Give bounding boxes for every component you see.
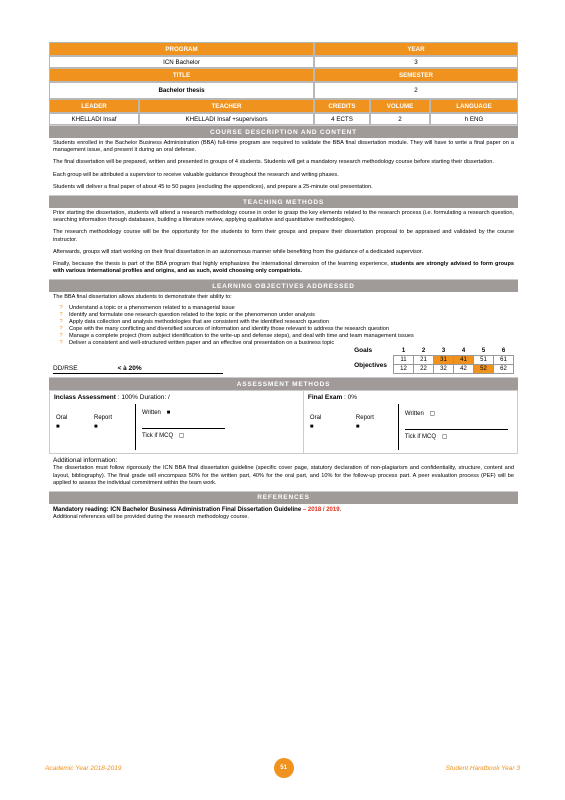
- course-description-paragraph: The final dissertation will be prepared, written and presented in groups of 4 students. Students will get a mandatory research methodology course before starting their dissertation.: [53, 159, 494, 166]
- mandatory-reading-year: – 2018 / 2019.: [302, 506, 342, 513]
- semester-label: SEMESTER: [314, 68, 518, 82]
- learning-objectives-body: [49, 292, 518, 346]
- objective-cell: 11: [394, 356, 414, 365]
- objective-bullet: [53, 312, 514, 319]
- program-value: ICN Bachelor: [49, 56, 314, 68]
- final-written: [398, 404, 508, 450]
- report-checkbox: ■: [355, 424, 360, 431]
- goals-label: Goals: [354, 346, 373, 354]
- year-label: YEAR: [314, 42, 518, 56]
- oral-label: Oral: [56, 415, 68, 422]
- inclass-written: [135, 404, 225, 450]
- objective-cell-selected: 52: [474, 365, 494, 374]
- bullet-icon: ?: [59, 339, 63, 346]
- learning-objectives-intro: The BBA final dissertation allows students to demonstrate their ability to:: [53, 294, 232, 301]
- additional-references: Additional references will be provided during the research methodology course.: [53, 514, 249, 521]
- objective-text: Understand a topic or a phenomenon related to a managerial issue: [69, 304, 235, 311]
- title-value-row: [49, 82, 518, 99]
- leader-value: KHELLADI Insaf: [49, 113, 139, 125]
- goal-cell: 1: [394, 347, 414, 356]
- footer-academic-year: Academic Year 2018-2019: [45, 764, 122, 772]
- inclass-label: Inclass Assessment: [54, 394, 116, 402]
- semester-value: 2: [314, 82, 518, 99]
- ddrse-label: DD/RSE: [53, 365, 78, 373]
- objective-bullet: [53, 333, 514, 340]
- page-number: 51: [274, 758, 294, 778]
- bullet-icon: ?: [59, 325, 63, 332]
- final-label: Final Exam: [307, 394, 343, 402]
- goals-area: [49, 347, 518, 378]
- objective-text: Apply data collection and analysis methodologies that are consistent with the identified research question: [69, 318, 329, 325]
- goal-cell: 2: [414, 347, 434, 356]
- program-header-row: [49, 42, 518, 56]
- learning-objectives-title: LEARNING OBJECTIVES ADDRESSED: [49, 279, 518, 292]
- objective-cell: 22: [414, 365, 434, 374]
- mandatory-reading-text: ICN Bachelor Business Administration Final Dissertation Guideline: [110, 506, 302, 513]
- assessment-title: ASSESSMENT METHODS: [49, 377, 518, 390]
- year-value: 3: [314, 56, 518, 68]
- objective-bullet: [53, 319, 514, 326]
- leader-label: LEADER: [49, 99, 139, 113]
- objectives-label: Objectives: [354, 361, 387, 369]
- course-description-paragraph: Students will deliver a final paper of about 45 to 50 pages (excluding the appendices), and prepare a 25-minute oral presentation.: [53, 183, 373, 190]
- course-description-paragraph: Each group will be attributed a supervisor to receive valuable guidance throughout the research and writing phases.: [53, 171, 339, 178]
- course-sheet: [49, 42, 518, 523]
- objective-cell: 51: [474, 356, 494, 365]
- written-label: Written: [404, 411, 424, 418]
- references-title: REFERENCES: [49, 491, 518, 504]
- course-description-paragraph: Students enrolled in the Bachelor Business Administration (BBA) full-time program are required to validate the BBA final dissertation module. They will have to write a final paper on a management issue, and present it during an oral defense.: [53, 140, 514, 154]
- mandatory-reading-label: Mandatory reading:: [53, 506, 109, 513]
- objective-text: Cope with the many conflicting and diversified sources of information and identify those relevant to address the research question: [69, 325, 389, 332]
- objective-bullet: [53, 305, 514, 312]
- objective-text: Deliver a consistent and well-structured written paper and an effective oral presentation on a business topic: [69, 339, 335, 346]
- teaching-methods-title: TEACHING METHODS: [49, 195, 518, 208]
- report-label: Report: [94, 415, 113, 422]
- objective-cell: 61: [494, 356, 514, 365]
- language-label: LANGUAGE: [430, 99, 518, 113]
- course-description-title: COURSE DESCRIPTION AND CONTENT: [49, 125, 518, 138]
- program-label: PROGRAM: [49, 42, 314, 56]
- page-footer: [45, 758, 520, 778]
- tick-mcq-label: Tick if MCQ: [404, 434, 437, 441]
- staff-header-row: [49, 99, 518, 113]
- footer-handbook-title: Student Handbook Year 3: [445, 764, 520, 772]
- staff-value-row: [49, 113, 518, 125]
- goals-objectives-grid: [354, 347, 514, 375]
- final-exam-assessment: [304, 391, 517, 453]
- teaching-methods-paragraph: Afterwards, groups will start working on their final dissertation in an autonomous manner while benefiting from the guidance of a dedicated supervisor.: [53, 248, 424, 255]
- objective-cell: 62: [494, 365, 514, 374]
- objective-cell-selected: 31: [434, 356, 454, 365]
- goals-row: [394, 347, 514, 356]
- oral-checkbox: ■: [56, 424, 60, 431]
- additional-information: [49, 454, 518, 491]
- bullet-icon: ?: [59, 304, 63, 311]
- inclass-oral: [56, 415, 67, 430]
- report-label: Report: [355, 415, 374, 422]
- tick-mcq-label: Tick if MCQ: [142, 433, 174, 440]
- final-value: : 0%: [344, 394, 358, 402]
- objectives-row: [394, 356, 514, 365]
- title-value: Bachelor thesis: [49, 82, 314, 99]
- teaching-methods-bold-advice: students are strongly advised to form groups with various international profiles and origins, and as such, avoid choosing only compatriots.: [53, 261, 514, 275]
- title-header-row: [49, 68, 518, 82]
- bullet-icon: ?: [59, 311, 63, 318]
- written-checkbox: ▢: [429, 411, 436, 418]
- program-value-row: [49, 56, 518, 68]
- ddrse-line: [53, 365, 223, 374]
- bullet-icon: ?: [59, 318, 63, 325]
- volume-label: VOLUME: [370, 99, 430, 113]
- course-description-body: [49, 138, 518, 195]
- report-checkbox: ■: [94, 424, 98, 431]
- teaching-methods-paragraph: Prior starting the dissertation, students will attend a research methodology course in order to grasp the key elements related to the research process (i.e. formulating a research question, searching information through databases, building a literature review, applying qualitative and quantitative methodologies).: [53, 210, 514, 224]
- objective-bullet: [53, 326, 514, 333]
- mcq-checkbox: ▢: [178, 433, 185, 440]
- teacher-value: KHELLADI Insaf +supervisors: [139, 113, 314, 125]
- oral-label: Oral: [309, 415, 322, 422]
- credits-value: 4 ECTS: [314, 113, 370, 125]
- teaching-methods-body: [49, 208, 518, 279]
- inclass-report: [94, 415, 112, 430]
- inclass-value: : 100% Duration: /: [117, 394, 170, 402]
- teaching-methods-paragraph-final: [53, 261, 514, 275]
- assessment-grid: [49, 390, 518, 454]
- goal-cell: 3: [434, 347, 454, 356]
- written-checkbox: ■: [166, 410, 171, 417]
- goal-cell: 4: [454, 347, 474, 356]
- objective-cell: 32: [434, 365, 454, 374]
- objective-text: Identify and formulate one research question related to the topic or the phenomenon under analysis: [69, 311, 315, 318]
- goal-cell: 6: [494, 347, 514, 356]
- objective-cell-selected: 41: [454, 356, 474, 365]
- goal-cell: 5: [474, 347, 494, 356]
- bullet-icon: ?: [59, 332, 63, 339]
- additional-information-title: Additional information:: [53, 457, 118, 465]
- objective-bullet: [53, 340, 514, 347]
- ddrse-value: < à 20%: [117, 365, 142, 373]
- credits-label: CREDITS: [314, 99, 370, 113]
- volume-value: 2: [370, 113, 430, 125]
- teacher-label: TEACHER: [139, 99, 314, 113]
- oral-checkbox: ■: [309, 424, 314, 431]
- final-oral: [310, 415, 321, 430]
- language-value: h ENG: [430, 113, 518, 125]
- goals-table: [393, 347, 514, 375]
- objective-cell: 12: [394, 365, 414, 374]
- objective-cell: 21: [414, 356, 434, 365]
- title-label: TITLE: [49, 68, 314, 82]
- references-body: [49, 504, 518, 523]
- mcq-checkbox: ▢: [441, 434, 448, 441]
- teaching-methods-paragraph: The research methodology course will be the opportunity for the students to form their groups and prepare their dissertation proposal to be appraised and validated by the course instructor.: [53, 229, 514, 243]
- teaching-methods-final-text: Finally, because the thesis is part of the BBA program that highly emphasizes the international dimension of the learning experience,: [53, 261, 389, 268]
- objective-text: Manage a complete project (from subject identification to the write-up and defense steps), and deal with time and team management issues: [69, 332, 414, 339]
- inclass-assessment: [50, 391, 304, 453]
- written-label: Written: [142, 410, 161, 417]
- objectives-row: [394, 365, 514, 374]
- final-report: [356, 415, 374, 430]
- additional-information-text: The dissertation must follow rigorously the ICN BBA final dissertation guideline (specific cover page, statutory declaration of non-plagiarism and confidentiality, structure, content and layout, bibliography). The final grade will encompass 50% for the written part, 40% for the oral part, and 10% for the follow-up process part. A peer evaluation process (PEF) will be applied to assess the individual commitment within the team work.: [53, 465, 514, 486]
- objective-cell: 42: [454, 365, 474, 374]
